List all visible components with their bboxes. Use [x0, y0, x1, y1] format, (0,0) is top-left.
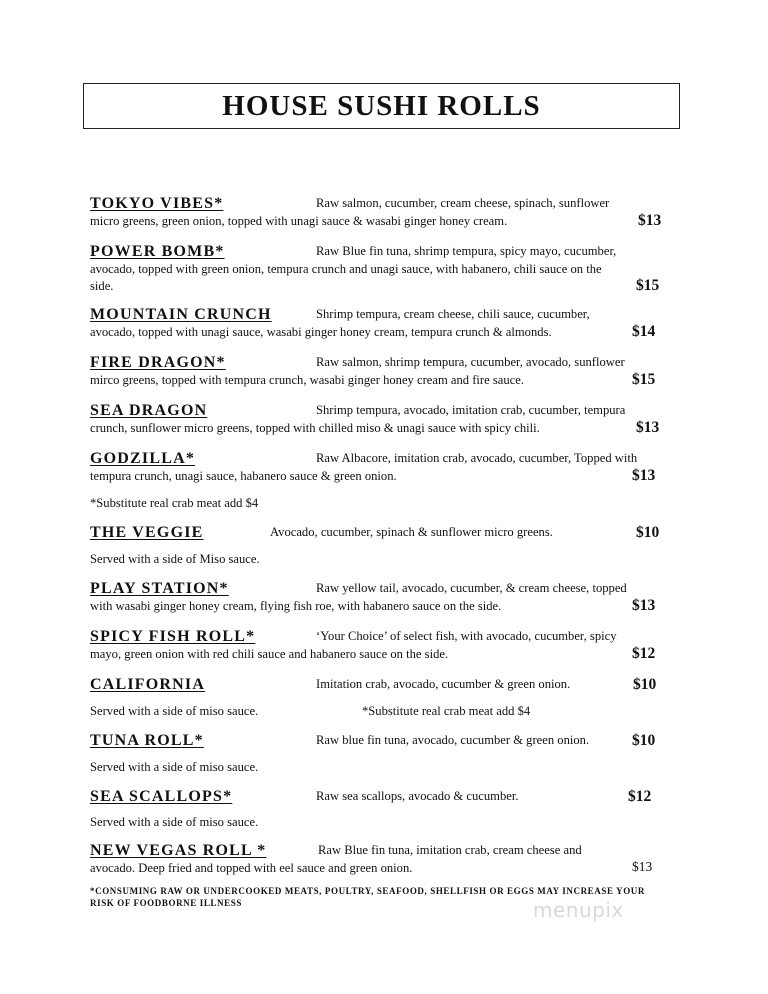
item-price: $15 — [632, 371, 656, 388]
item-name: THE VEGGIE — [90, 524, 204, 541]
item-name: MOUNTAIN CRUNCH — [90, 306, 272, 323]
item-note: Served with a side of miso sauce. — [90, 760, 259, 774]
item-price: $13 — [632, 859, 653, 874]
item-description: mirco greens, topped with tempura crunch, wasabi ginger honey cream and fire sauce. — [90, 373, 524, 387]
item-name: GODZILLA* — [90, 450, 196, 467]
title-box — [83, 83, 680, 129]
item-description: ‘Your Choice’ of select fish, with avocado, cucumber, spicy — [316, 629, 617, 643]
item-description: Raw sea scallops, avocado & cucumber. — [316, 789, 519, 803]
item-description: Shrimp tempura, avocado, imitation crab, cucumber, tempura — [316, 403, 626, 417]
item-description: avocado, topped with unagi sauce, wasabi ginger honey cream, tempura crunch & almonds. — [90, 325, 552, 339]
item-name: CALIFORNIA — [90, 676, 206, 693]
item-description: Raw Blue fin tuna, imitation crab, cream cheese and — [318, 843, 582, 857]
item-note: *Substitute real crab meat add $4 — [362, 704, 531, 718]
item-name: PLAY STATION* — [90, 580, 229, 597]
item-name: TUNA ROLL* — [90, 732, 204, 749]
item-description: micro greens, green onion, topped with unagi sauce & wasabi ginger honey cream. — [90, 214, 508, 228]
item-price: $10 — [633, 676, 657, 693]
item-price: $12 — [628, 788, 652, 805]
item-description: Raw salmon, cucumber, cream cheese, spinach, sunflower — [316, 196, 610, 210]
item-price: $13 — [638, 212, 662, 229]
item-price: $14 — [632, 323, 656, 340]
item-description: mayo, green onion with red chili sauce and habanero sauce on the side. — [90, 647, 449, 661]
item-price: $13 — [632, 597, 656, 614]
page-title: HOUSE SUSHI ROLLS — [222, 89, 541, 122]
item-name: FIRE DRAGON* — [90, 354, 226, 371]
item-description: with wasabi ginger honey cream, flying fish roe, with habanero sauce on the side. — [90, 599, 502, 613]
item-name: SEA SCALLOPS* — [90, 788, 233, 805]
item-price: $10 — [636, 524, 660, 541]
item-note: Served with a side of Miso sauce. — [90, 552, 260, 566]
item-name: SEA DRAGON — [90, 402, 208, 419]
item-description: Raw blue fin tuna, avocado, cucumber & green onion. — [316, 733, 590, 747]
item-note: Served with a side of miso sauce. — [90, 704, 259, 718]
item-description: Raw yellow tail, avocado, cucumber, & cream cheese, topped — [316, 581, 627, 595]
item-note: *Substitute real crab meat add $4 — [90, 496, 259, 510]
item-price: $10 — [632, 732, 656, 749]
item-description: Avocado, cucumber, spinach & sunflower micro greens. — [270, 525, 553, 539]
item-description: crunch, sunflower micro greens, topped with chilled miso & unagi sauce with spicy chili. — [90, 421, 540, 435]
food-safety-warning: *CONSUMING RAW OR UNDERCOOKED MEATS, POULTRY, SEAFOOD, SHELLFISH OR EGGS MAY INCREASE YOUR RISK OF FOODBORNE ILLNESS — [90, 886, 646, 908]
item-name: SPICY FISH ROLL* — [90, 628, 256, 645]
item-price: $13 — [632, 467, 656, 484]
item-description: Raw Albacore, imitation crab, avocado, cucumber, Topped with — [316, 451, 638, 465]
item-price: $15 — [636, 277, 660, 294]
item-description: Raw Blue fin tuna, shrimp tempura, spicy mayo, cucumber, — [316, 244, 617, 258]
item-description: avocado. Deep fried and topped with eel sauce and green onion. — [90, 861, 413, 875]
item-name: NEW VEGAS ROLL * — [90, 842, 267, 859]
item-description: Shrimp tempura, cream cheese, chili sauce, cucumber, — [316, 307, 590, 321]
item-price: $12 — [632, 645, 656, 662]
item-description: Raw salmon, shrimp tempura, cucumber, avocado, sunflower — [316, 355, 625, 369]
item-description: Imitation crab, avocado, cucumber & green onion. — [316, 677, 571, 691]
item-description: side. — [90, 279, 114, 293]
item-description: tempura crunch, unagi sauce, habanero sauce & green onion. — [90, 469, 397, 483]
item-note: Served with a side of miso sauce. — [90, 815, 259, 829]
item-name: TOKYO VIBES* — [90, 195, 224, 212]
item-name: POWER BOMB* — [90, 243, 225, 260]
item-description: avocado, topped with green onion, tempura crunch and unagi sauce, with habanero, chili sauce on the — [90, 262, 602, 276]
item-price: $13 — [636, 419, 660, 436]
watermark-logo: menupix — [533, 898, 624, 922]
